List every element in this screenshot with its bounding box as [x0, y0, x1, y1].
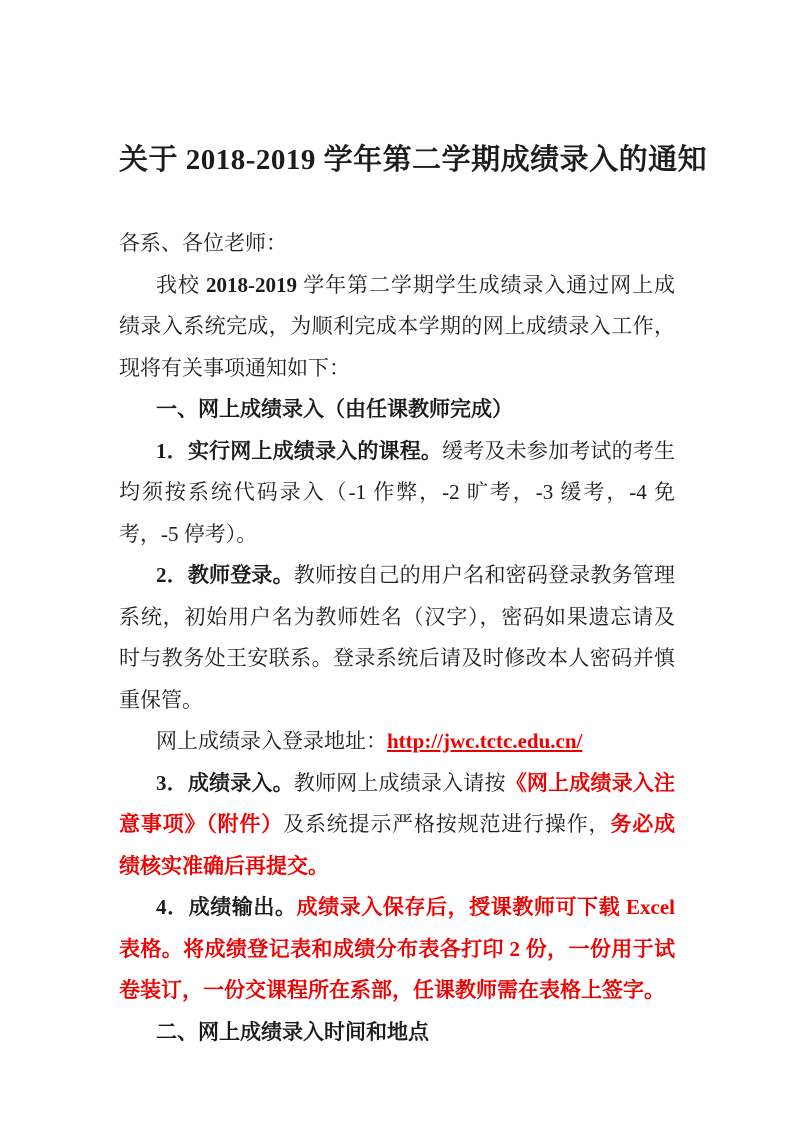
grade-entry-url-link[interactable]: http://jwc.tctc.edu.cn/: [387, 729, 583, 753]
text-run: 2．教师登录。: [156, 563, 294, 587]
item-4-output: [119, 887, 681, 1012]
text-run: 学年第二学期学生成绩录入通过网上成绩录入系统完成，为顺利完成本学期的网上成绩录入工作，现将有关事项通知如下：: [119, 272, 676, 380]
text-run: 教师网上成绩录入请按: [293, 770, 506, 795]
text-run: 及系统提示严格按规范进行操作，: [283, 812, 611, 836]
text-run: 务必成绩核实准确后再提交。: [119, 812, 676, 878]
text-run: 我校: [156, 272, 207, 297]
text-run: 各系、各位老师：: [119, 231, 287, 255]
text-run: 2018-2019: [206, 272, 298, 297]
section-1-heading: [119, 389, 675, 431]
login-url-line: [119, 721, 675, 763]
text-run: 缓考及未参加考试的考生均须按系统代码录入（-1 作弊，-2 旷考，-3 缓考，-4 免考，-5 停考）。: [119, 438, 675, 546]
text-run: 成绩录入保存后，授课教师可下载 Excel 表格。将成绩登记表和成绩分布表各打印 2 份，一份用于试卷装订，一份交课程所在系部，任课教师需在表格上签字。: [119, 895, 681, 1002]
section-2-heading: [119, 1012, 675, 1054]
intro-paragraph: [119, 265, 675, 390]
salutation: [119, 223, 675, 265]
text-run: 教师按自己的用户名和密码登录教务管理系统，初始用户名为教师姓名（汉字），密码如果遗忘请及时与教务处王安联系。登录系统后请及时修改本人密码并慎重保管。: [119, 563, 675, 712]
text-run: 4．成绩输出。: [156, 895, 297, 919]
item-1-course: [119, 431, 675, 556]
text-run: 《网上成绩录入注意事项》（附件）: [119, 770, 675, 836]
text-run: 一、网上成绩录入（由任课教师完成）: [156, 397, 513, 421]
item-2-login: [119, 555, 675, 721]
text-run: 1．实行网上成绩录入的课程。: [156, 438, 443, 463]
item-3-entry: [119, 763, 675, 888]
text-run: 3．成绩录入。: [156, 770, 294, 795]
document-title: 关于 2018-2019 学年第二学期成绩录入的通知: [119, 144, 708, 176]
text-run: 网上成绩录入登录地址：: [156, 729, 387, 753]
text-run: 二、网上成绩录入时间和地点: [156, 1019, 429, 1044]
document-body: [119, 223, 681, 1053]
